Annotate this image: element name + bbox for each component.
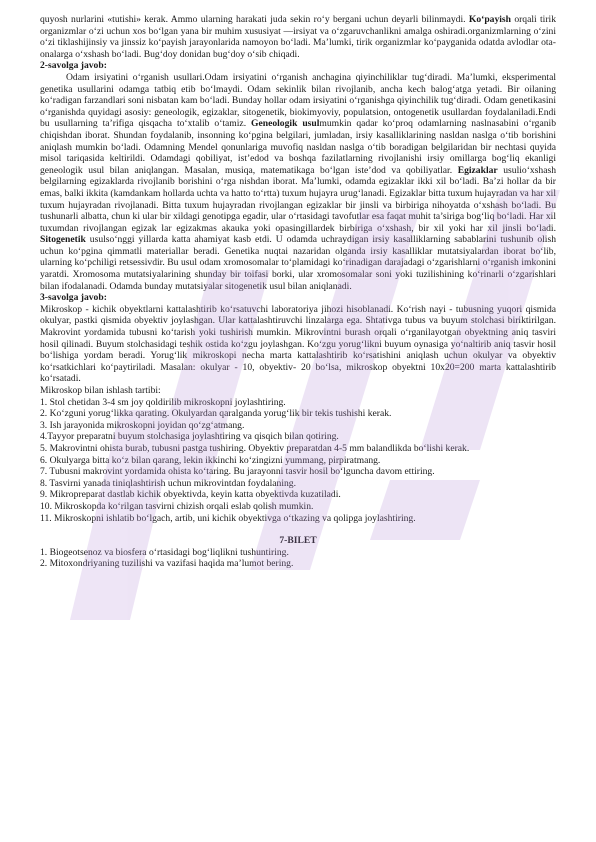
step-item: 1. Stol chetidan 3-4 sm joy qoldirilib mikroskopni joylashtiring. [40,396,286,408]
step-item: 2. Ko‘zguni yorug‘likka qarating. Okulyardan qaralganda yorug‘lik bir tekis tushishi kerak. [40,408,392,420]
questions-list [40,547,556,570]
intro-paragraph [40,14,556,60]
text-run: usulso‘nggi yillarda katta ahamiyat kasb etdi. U odamda uchraydigan irsiy kasalliklarning sabablarini tushunib olish uchun ko‘pgina qimmatli materiallar beradi. Genetika nuqtai nazaridan olganda irsiy kasalliklar mutatsiyalardan iborat bo‘lib, ularning ko‘pchiligi retsessivdir. Bu usul odam xromosomalar to‘plamidagi ko‘rinadigan darajadagi o‘zgarishlarni o‘rganish imkonini yaratdi. Xromosoma mutatsiyalarining shunday bir toifasi borki, ular xromosomalar soni yoki tuzilishining ko‘rinarli o‘zgarishlari bilan ifodalanadi. Odamda bunday mutatsiyalar sitogenetik usul bilan aniqlanadi. [40,234,556,292]
bold-term: Ko‘payish [468,14,511,25]
step-item: 6. Okulyarga bitta ko‘z bilan qarang, lekin ikkinchi ko‘zingizni yummang, pirpiratmang. [40,454,381,466]
text-run: quyosh nurlarini «tutishi» kerak. Ammo ularning harakati juda sekin ro‘y bergani uchun deyarli bilinmaydi. [40,14,469,25]
text-run: mumkin qadar ko‘proq odamlarning naslnasabini o‘rganib chiqishdan iborat. Shundan foydalanib, insonning ko‘pgina belgilari, jumladan, irsiy kasalliklarining nasldan naslga o‘tib borishini aniqlash mumkin bo‘ladi. Odamning Mendel qonunlariga muvofiq nasldan naslga o‘tib boradigan belgilaridan bir nechtasi quyida misol tariqasida keltirildi. Odamdagi qobiliyat, ist’edod va boshqa fazilatlarning rivojlanishi irsiy omillarga bog‘liq ekanligi geneologik usul bilan aniqlangan. Masalan, musiqa, matematikaga bo‘lgan iste’dod va qobiliyatlar. [40,118,556,176]
text-run: orqali tirik organizmlar o‘zi uchun xos bo‘lgan yana bir muhim xususiyat —irsiyat va o‘zgaruvchanlikni amalga oshiradi.organizmlarning o‘zini o‘zi tiklashijinsiy va jinssiz ko‘payish jarayonlarida namoyon bo‘ladi. Ma’lumki, tirik organizmlar ko‘payganida odatda avlodlar ota-onalarga o‘xshash bo‘ladi. Bug‘doy donidan bug‘doy o‘sib chiqadi. [40,14,556,60]
step-item: 3. Ish jarayonida mikroskopni joyidan qo‘zg‘atmang. [40,419,245,431]
step-item: 11. Mikroskopni ishlatib bo‘lgach, artib, uni kichik obyektivga o‘tkazing va qolipga joylashtiring. [40,512,416,524]
answer-3-heading: 3-savolga javob: [40,292,107,304]
text-run: Odam irsiyatini o‘rganish usullari.Odam irsiyatini o‘rganish anchagina qiyinchiliklar tug‘diradi. Ma’lumki, eksperimental genetika usullarini odamga tatbiq etib bo‘lmaydi. Odam sekinlik bilan rivojlanib, ancha kech balog‘atga yetadi. Bir oilaning ko‘radigan farzandlari soni nisbatan kam bo‘ladi. Bunday hollar odam irsiyatini o‘rganishga qiyinchilik tug‘diradi. Odam genetikasini o‘rganishda quyidagi asosiy: geneologik, egizaklar, sitogenetik, biokimyoviy, populatsion, ontogenetik usullardan foydalaniladi.Endi bu usullarning ta’rifiga qisqacha to‘xtalib o‘tamiz. [40,71,556,130]
step-item: 7. Tubusni makrovint yordamida ohista ko‘taring. Bu jarayonni tasvir hosil bo‘lguncha davom ettiring. [40,466,435,478]
question-item: 2. Mitoxondriyaning tuzilishi va vazifasi haqida ma’lumot bering. [40,558,294,570]
step-item: 5. Makrovintni ohista burab, tubusni pastga tushiring. Obyektiv preparatdan 4-5 mm balandlikda bo‘lishi kerak. [40,442,470,454]
text-run: usulio‘xshash belgilarning egizaklarda rivojlanib borishini o‘rga nishdan iborat. Ma’lumki, odamda egizaklar ikki xil bo‘ladi. Ba’zi hollar da bir emas, balki ikkita (kamdankam hollarda uchta va hatto to‘rtta) tuxum hujayra urug‘lanadi. Egizaklar bitta tuxum hujayradan va har xil tuxum hujayradan rivojlanadi. Bitta tuxum hujayradan rivojlangan egizaklar bir jinsli va birbiriga nihoyatda o‘xshash bo‘ladi. Bu tushunarli albatta, chun ki ular bir xildagi genotipga egadir, ular o‘rtasidagi tavofutlar esa faqat muhit ta’siriga bog‘liq bo‘ladi. Har xil tuxumdan rivojlangan egizak lar egizakmas akauka yoki opasingillardek birbiriga o‘xshash, bir xil yoki har xil jinsli bo‘ladi. [40,164,556,234]
bold-term: Egizaklar [457,164,498,176]
step-item: 9. Mikropreparat dastlab kichik obyektivda, keyin katta obyektivda kuzatiladi. [40,489,341,501]
answer-2-paragraph [40,72,556,292]
bold-term: Geneologik usul [251,118,320,130]
question-item: 1. Biogeotsenoz va biosfera o‘rtasidagi bog‘liqlikni tushuntiring. [40,546,289,558]
step-item: 8. Tasvirni yanada tiniqlashtirish uchun mikrovintdan foydalaning. [40,477,297,489]
document-page [40,14,556,814]
steps-list [40,397,556,525]
answer-3-paragraph: Mikroskop - kichik obyektlarni kattalashtirib ko‘rsatuvchi laboratoriya jihozi hisoblanadi. Ko‘rish nayi - tubusning yuqori qismida okulyar, pastki qismida obyektiv joylashgan. Ular kattalashtiruvchi linzalarga ega. Shtativga tubus va buyum stolchasi biriktirilgan. Makrovint yordamida tubusni ko‘tarish yoki tushirish mumkin. Mikrovintni burash orqali o‘rganilayotgan obyektning aniq tasviri hosil qilinadi. Buyum stolchasidagi teshik ostida ko‘zgu joylashgan. Ko‘zgu yorug‘likni buyum oynasiga yo‘naltirib aniq tasvir hosil bo‘lishiga yordam beradi. Yorug‘lik mikroskopi necha marta kattalashtirib ko‘rsatishini aniqlash uchun okulyar va obyektiv ko‘rsatkichlari ko‘paytiriladi. Masalan: okulyar - 10, obyektiv- 20 bo‘lsa, mikroskop obyektni 10x20=200 marta kattalashtirib ko‘rsatadi. [40,303,556,385]
answer-2-heading: 2-savolga javob: [40,60,107,72]
steps-intro: Mikroskop bilan ishlash tartibi: [40,385,161,396]
step-item: 4.Tayyor preparatni buyum stolchasiga joylashtiring va qisqich bilan qotiring. [40,431,339,443]
bilet-title: 7-BILET [279,535,317,547]
bold-term: Sitogenetik [40,234,86,246]
step-item: 10. Mikroskopda ko‘rilgan tasvirni chizish orqali eslab qolish mumkin. [40,500,314,512]
